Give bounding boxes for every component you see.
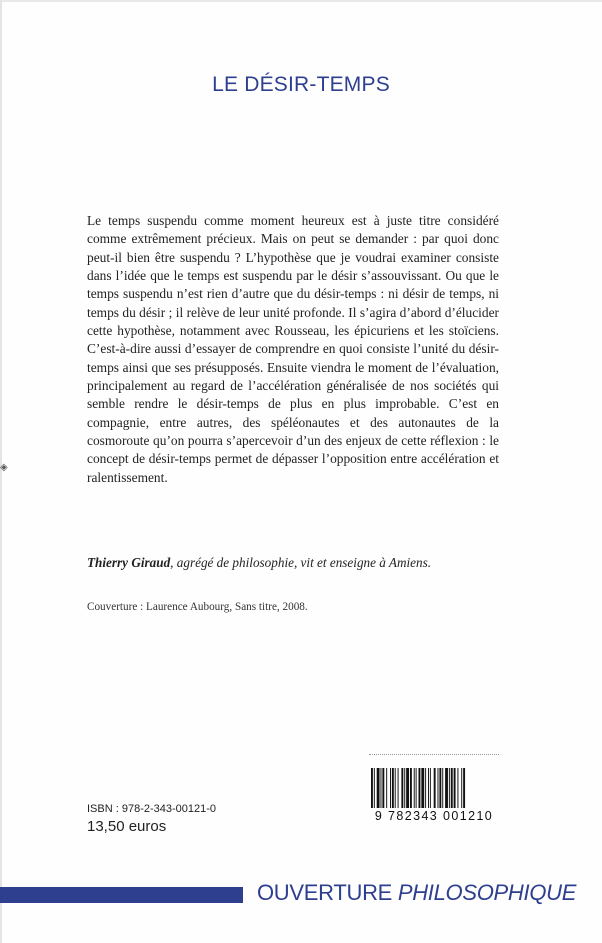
- barcode-bar: [451, 768, 453, 808]
- author-line: [87, 555, 537, 571]
- barcode-bar: [463, 768, 465, 808]
- barcode-bar: [449, 768, 450, 808]
- collection-bar: [0, 887, 243, 903]
- barcode-bar: [406, 768, 409, 808]
- collection-name-part2: PHILOSOPHIQUE: [397, 880, 577, 905]
- barcode-bar: [421, 768, 424, 808]
- barcode-bar: [461, 768, 462, 808]
- barcode-bar: [414, 768, 415, 808]
- barcode-bar: [430, 768, 431, 808]
- barcode-bar: [442, 768, 443, 808]
- barcode-bar: [398, 768, 399, 808]
- barcode-bar: [416, 768, 417, 808]
- collection-name-part1: OUVERTURE: [257, 880, 398, 905]
- barcode-bar: [404, 768, 405, 808]
- barcode: [369, 754, 499, 834]
- barcode-bars: [369, 768, 499, 810]
- barcode-bar: [410, 768, 412, 808]
- barcode-bar: [434, 768, 436, 808]
- barcode-bar: [386, 768, 387, 808]
- blurb-paragraph: Le temps suspendu comme moment heureux est à juste titre considéré comme extrêmement précieux. Mais on peut se demander : par quoi donc peut-il bien être suspendu ? L’hypothèse que je voudrai examiner consiste dans l’idée que le temps est suspendu par le désir s’assouvissant. Ou que le temps suspendu n’est rien d’autre que du désir-temps : ni désir de temps, ni temps du désir ; il relève de leur unité profonde. Il s’agira d’abord d’élucider cette hypothèse, notamment avec Rousseau, les épicuriens et les stoïciens. C’est-à-dire aussi d’essayer de comprendre en quoi consiste l’unité du désir-temps ainsi que ses présupposés. Ensuite viendra le moment de l’évaluation, principalement au regard de l’accélération généralisée de nos sociétés qui semble rendre le désir-temps de plus en plus improbable. C’est en compagnie, entre autres, des spéléonautes et des autonautes de la cosmoroute qu’on pourra s’apercevoir d’un des enjeux de cette réflexion : le concept de désir-temps permet de dépasser l’opposition entre accélération et ralentissement.: [87, 213, 499, 485]
- author-bio: , agrégé de philosophie, vit et enseigne à Amiens.: [170, 555, 432, 570]
- barcode-bar: [390, 768, 391, 808]
- registration-mark-icon: ◈: [0, 462, 8, 473]
- barcode-cut-line: [369, 754, 499, 757]
- barcode-bar: [395, 768, 396, 808]
- barcode-bar: [439, 768, 441, 808]
- barcode-bar: [401, 768, 403, 808]
- author-name: Thierry Giraud: [87, 555, 171, 570]
- barcode-digits: 9 782343 001210: [374, 809, 494, 823]
- barcode-bar: [457, 768, 458, 808]
- barcode-bar: [445, 768, 448, 808]
- barcode-bar: [419, 768, 421, 808]
- back-cover-blurb: [87, 212, 499, 487]
- barcode-bar: [382, 768, 384, 808]
- page-edge-top: [0, 0, 602, 2]
- price: 13,50 euros: [87, 818, 167, 835]
- barcode-bar: [392, 768, 394, 808]
- barcode-bar: [374, 768, 375, 808]
- barcode-bar: [371, 768, 373, 808]
- barcode-bar: [425, 768, 426, 808]
- barcode-bar: [428, 768, 429, 808]
- barcode-bar: [438, 768, 439, 808]
- barcode-bar: [381, 768, 382, 808]
- cover-credit: Couverture : Laurence Aubourg, Sans titre, 2008.: [87, 601, 308, 613]
- barcode-bar: [377, 768, 380, 808]
- collection-name: [257, 880, 576, 906]
- book-title: LE DÉSIR-TEMPS: [212, 73, 390, 96]
- barcode-bar: [454, 768, 456, 808]
- isbn: ISBN : 978-2-343-00121-0: [87, 803, 217, 815]
